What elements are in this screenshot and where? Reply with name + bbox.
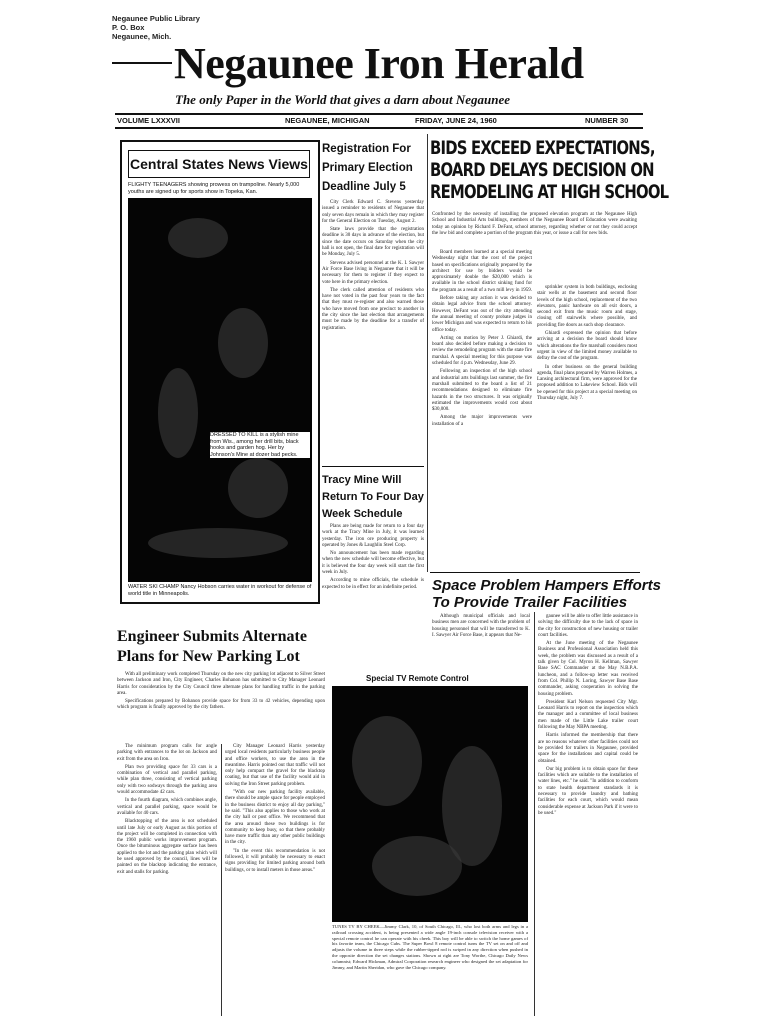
paragraph: State laws provide that the registration deadline is 30 days in advance of the election, but since the date occurs on Saturday when the city hall is not open, the final date for registration will be Monday, July 5.	[322, 227, 424, 258]
paragraph: President Karl Nelson requested City Mgr. Leonard Harris to report on the inspection which the manager and a committee of local business men made of the Little Lake trailer court following the May NBPA meeting.	[538, 699, 638, 731]
headline-line: REMODELING AT HIGH SCHOOL	[430, 181, 669, 203]
registration-body	[322, 200, 424, 334]
tv-photo	[332, 686, 528, 922]
bids-headline	[430, 137, 669, 203]
paragraph: In the fourth diagram, which combines angle, vertical and parallel parking, space would be available for 40 cars.	[117, 798, 217, 816]
parking-headline	[117, 627, 307, 667]
column-rule	[427, 134, 428, 572]
tv-photo-title: Special TV Remote Control	[366, 674, 469, 683]
headline-line: BIDS EXCEED EXPECTATIONS,	[430, 137, 655, 159]
bids-body-right	[537, 285, 637, 404]
bids-lead: Confronted by the necessity of installing the proposed elevation program at the Negaunee High School and Industrial Arts buildings, members of the Negaunee Board of Education were awaiting today an opinion by Richard F. DeFant, school attorney, regarding whether or not they could accept the low bid and complete a portion of the program this year, or issue a call for new bids.	[432, 212, 637, 236]
parking-body-left	[117, 744, 217, 878]
paragraph: According to mine officials, the schedule is expected to be in effect for an indefinite period.	[322, 578, 424, 590]
tracy-mine-body	[322, 524, 424, 593]
tracy-mine-headline: Tracy Mine Will Return To Four Day Week Schedule	[322, 474, 424, 520]
paragraph: Acting on motion by Peter J. Ghiardi, the board also decided before making a decision to review the remodeling program with the state fire marshal. A special meeting for this purpose was scheduled for 4 p.m. Wednesday, June 29.	[432, 335, 532, 367]
paragraph: The clerk called attention of residents who have not voted in the past four years to the fact that they must re-register and also warned those who have moved from one precinct to another in the city since the last election that arrangements must be made by the deadline for a transfer of registration.	[322, 287, 424, 331]
paragraph: The minimum program calls for angle parking with entrances to the lot on Jackson and exit from the area on Iron.	[117, 744, 217, 762]
place-label: NEGAUNEE, MICHIGAN	[285, 116, 370, 125]
space-problem-body-right	[538, 614, 638, 819]
paragraph: Before taking any action it was decided to obtain legal advice from the school attorney. However, DeFant was out of the city attending the annual meeting of county probate judges in lower Michigan and was expected to return to his office today.	[432, 296, 532, 333]
headline-line: Engineer Submits Alternate	[117, 628, 307, 645]
paragraph: Among the major improvements were installation of a	[432, 415, 532, 427]
paragraph: Although municipal officials and local business men are concerned with the problem of housing personnel that will be transferred to K. I. Sawyer Air Force Base, it appears that Ne-	[432, 614, 530, 638]
headline-line: Plans for New Parking Lot	[117, 648, 300, 665]
paragraph: "In the event this recommendation is not followed, it will probably be necessary to enact signs providing for limited parking around both buildings, or to install meters in those areas."	[225, 848, 325, 873]
paragraph: gaunee will be able to offer little assistance in solving the difficulty due to the lack of space in the city for construction of new housing or trailer court facilities.	[538, 614, 638, 638]
paragraph: sprinkler system in both buildings, enclosing stair wells at the basement and second floor levels of the high school, replacement of the two elevators, panic hardware on all exit doors, a second exit from the music room and stage, closing off stairwells where possible, and providing fire doors as such shop clearance.	[537, 285, 637, 328]
volume-label: VOLUME LXXXVII	[117, 116, 180, 125]
date-label: FRIDAY, JUNE 24, 1960	[415, 116, 497, 125]
section-divider	[430, 572, 640, 573]
newspaper-slogan: The only Paper in the World that gives a darn about Negaunee	[175, 92, 511, 107]
stamp-line: P. O. Box	[112, 23, 145, 32]
paragraph: Ghiardi expressed the opinion that before arriving at a decision the board should know which alterations the fire marshall considers most urgent in view of the limited money available to defray the cost of the program.	[537, 331, 637, 362]
masthead	[112, 40, 632, 90]
headline-line: Space Problem Hampers Efforts	[432, 577, 661, 594]
paragraph: Stevens advised personnel at the K. I. Sawyer Air Force Base living in Negaunee that it will be necessary for them to register if they expect to vote here in the primary election.	[322, 260, 424, 285]
paragraph: At the June meeting of the Negaunee Business and Professional Association held this week, the problem was discussed as a result of a talk given by Col. Myron H. Kellman, Sawyer Base SAC Commander at the May N.B.P.A. luncheon, and a follow-up letter was received from Col. Phillip N. Loring, Sawyer Base Base commander, asking cooperation in solving the housing problem.	[538, 641, 638, 697]
stamp-line: Negaunee Public Library	[112, 14, 200, 23]
tv-photo-caption: TUNES TV BY CHEEK—Jimmy Clark, 10, of South Chicago, Ill., who lost both arms and legs in a railroad crossing accident, is being presented a wide angle 19-inch console television receiver with a special remote control he can operate with his cheek. This boy will be able to switch the home games of his favorite team, the Chicago Cubs. The Super Bowl 8 remote control turns the TV set on and off and adjusts the volume in three steps while the rubber-tipped rod is swiped in any direction when pushed in the opposite direction the set changes stations. Shown at right are Tony Worthe, Chicago Daily News columnist; Edward Hickman, Admiral Corporation research engineer who designed the set adaptation for Jimmy, and Martin Sheridan, who gave the Chicago company.	[332, 924, 528, 970]
paragraph: Following an inspection of the high school and industrial arts buildings last summer, the fire marshall submitted to the board a list of 21 recommendations designed to eliminate fire hazards in the two structures. It was originally estimated the improvements would cost about $30,000.	[432, 369, 532, 413]
registration-headline: Registration For Primary Election Deadline July 5	[322, 143, 413, 193]
paragraph: In other business on the general building agenda, final plans prepared by Warren Holmes, a Lansing architectural firm, were approved for the proposed addition to Lakeview School. Bids will be opened for this project at a special meeting on Thursday night, July 7.	[537, 364, 637, 402]
library-stamp	[112, 14, 200, 41]
paragraph: Our big problem is to obtain space for these facilities which are suitable to the installation of water lines, etc." he said. "In addition to conform to state health department standards it is necessary to provide laundry and bathing facilities for each court, which would mean considerable expense at Jackson Park if it were to be used."	[538, 766, 638, 816]
paragraph: "With our new parking facility available, there should be ample space for people employed in the business district to enjoy all day parking," he said. "This also applies to those who work at the city hall or post office. We recommend that the area around these two buildings is for community to keep busy, so that there probably have more traffic than any other public buildings in the city.	[225, 790, 325, 846]
paragraph: With all preliminary work completed Thursday on the new city parking lot adjacent to Silver Street between Jackson and Iron, City Engineer, Charles Bohanon has submitted to City Manager Leonard Harris for consideration by the City Council three alternate plans for handling traffic in the parking area.	[117, 672, 325, 696]
paragraph: City Manager Leonard Harris yesterday urged local residents particularly business people and office workers, to use the area in the meantime. Harris pointed out that traffic will not only help compact the gravel for the blacktop coating, but that use of the facility would aid in solving the Iron Street parking problem.	[225, 744, 325, 787]
dateline-bar	[115, 113, 643, 129]
paragraph: Harris informed the membership that there are no reasons whatever other facilities could not be provided for trailers in Negaunee, provided space for the installations and capital could be obtained.	[538, 733, 638, 764]
column-rule	[534, 612, 535, 1016]
paragraph: Board members learned at a special meeting Wednesday night that the cost of the project based on specifications originally prepared by the architect for use by bidders would be approximately double the $20,000 which is available in the school district sinking fund for the program as a result of a two mill levy in 1959.	[432, 250, 532, 293]
masthead-rule	[112, 62, 172, 64]
column-rule	[221, 744, 222, 1016]
paragraph: Plans are being made for return to a four day work at the Tracy Mine in July, it was learned yesterday. The iron ore producing property is operated by Jones & Laughlin Steel Corp.	[322, 524, 424, 548]
paragraph: Specifications prepared by Bohanon provide space for from 33 to 42 vehicles, depending upon which program is finally approved by the city fathers.	[117, 699, 325, 711]
paragraph: Blacktopping of the area is not scheduled until late July or early August as this portion of the project will be completed in connection with the 1960 public works improvement program. Once the bituminous aggregate surface has been applied to the lot and the parking plan which will be used approved by the council, lines will be painted on the blacktop indicating the entrance, exit and stalls for parking.	[117, 819, 217, 875]
column-divider	[322, 466, 424, 467]
stamp-line: Negaunee, Mich.	[112, 32, 172, 41]
paragraph: No announcement has been made regarding when the new schedule will become effective, but it is believed the four day week will start the first week in July.	[322, 551, 424, 576]
trampoline-caption: FLIGHTY TEENAGERS showing prowess on trampoline. Nearly 5,000 youths are signed up for sports show in Topeka, Kan.	[128, 182, 300, 195]
paragraph: Plan two providing space for 33 cars is a combination of vertical and parallel parking, while plan three, consisting of vertical parking only with two sodways through the parking area would accommodate 42 cars.	[117, 764, 217, 796]
space-problem-headline	[432, 577, 661, 611]
waterski-caption: WATER SKI CHAMP Nancy Hobson carries water in workout for defense of world title in Minneapolis.	[128, 584, 312, 597]
newspaper-title: Negaunee Iron Herald	[174, 39, 584, 88]
paragraph: City Clerk Edward C. Stevens yesterday issued a reminder to residents of Negaunee that only seven days remain in which they may register for the General Election on Tuesday, August 2.	[322, 200, 424, 224]
parking-body-right	[225, 744, 325, 876]
issue-number: NUMBER 30	[585, 116, 629, 125]
news-views-box	[120, 140, 320, 604]
headline-line: To Provide Trailer Facilities	[432, 594, 628, 611]
space-problem-body-left	[432, 614, 530, 641]
news-photo	[128, 198, 312, 582]
news-views-header: Central States News Views	[128, 150, 310, 178]
mine-caption: DRESSED TO KILL is a stylish mine from Wis., among her drill bits, black hooks and garden hog. Her by Johnson's Mine at dozer bad pecks.	[210, 432, 310, 458]
parking-lead	[117, 672, 325, 714]
headline-line: BOARD DELAYS DECISION ON	[430, 159, 654, 181]
bids-body-left	[432, 250, 532, 430]
